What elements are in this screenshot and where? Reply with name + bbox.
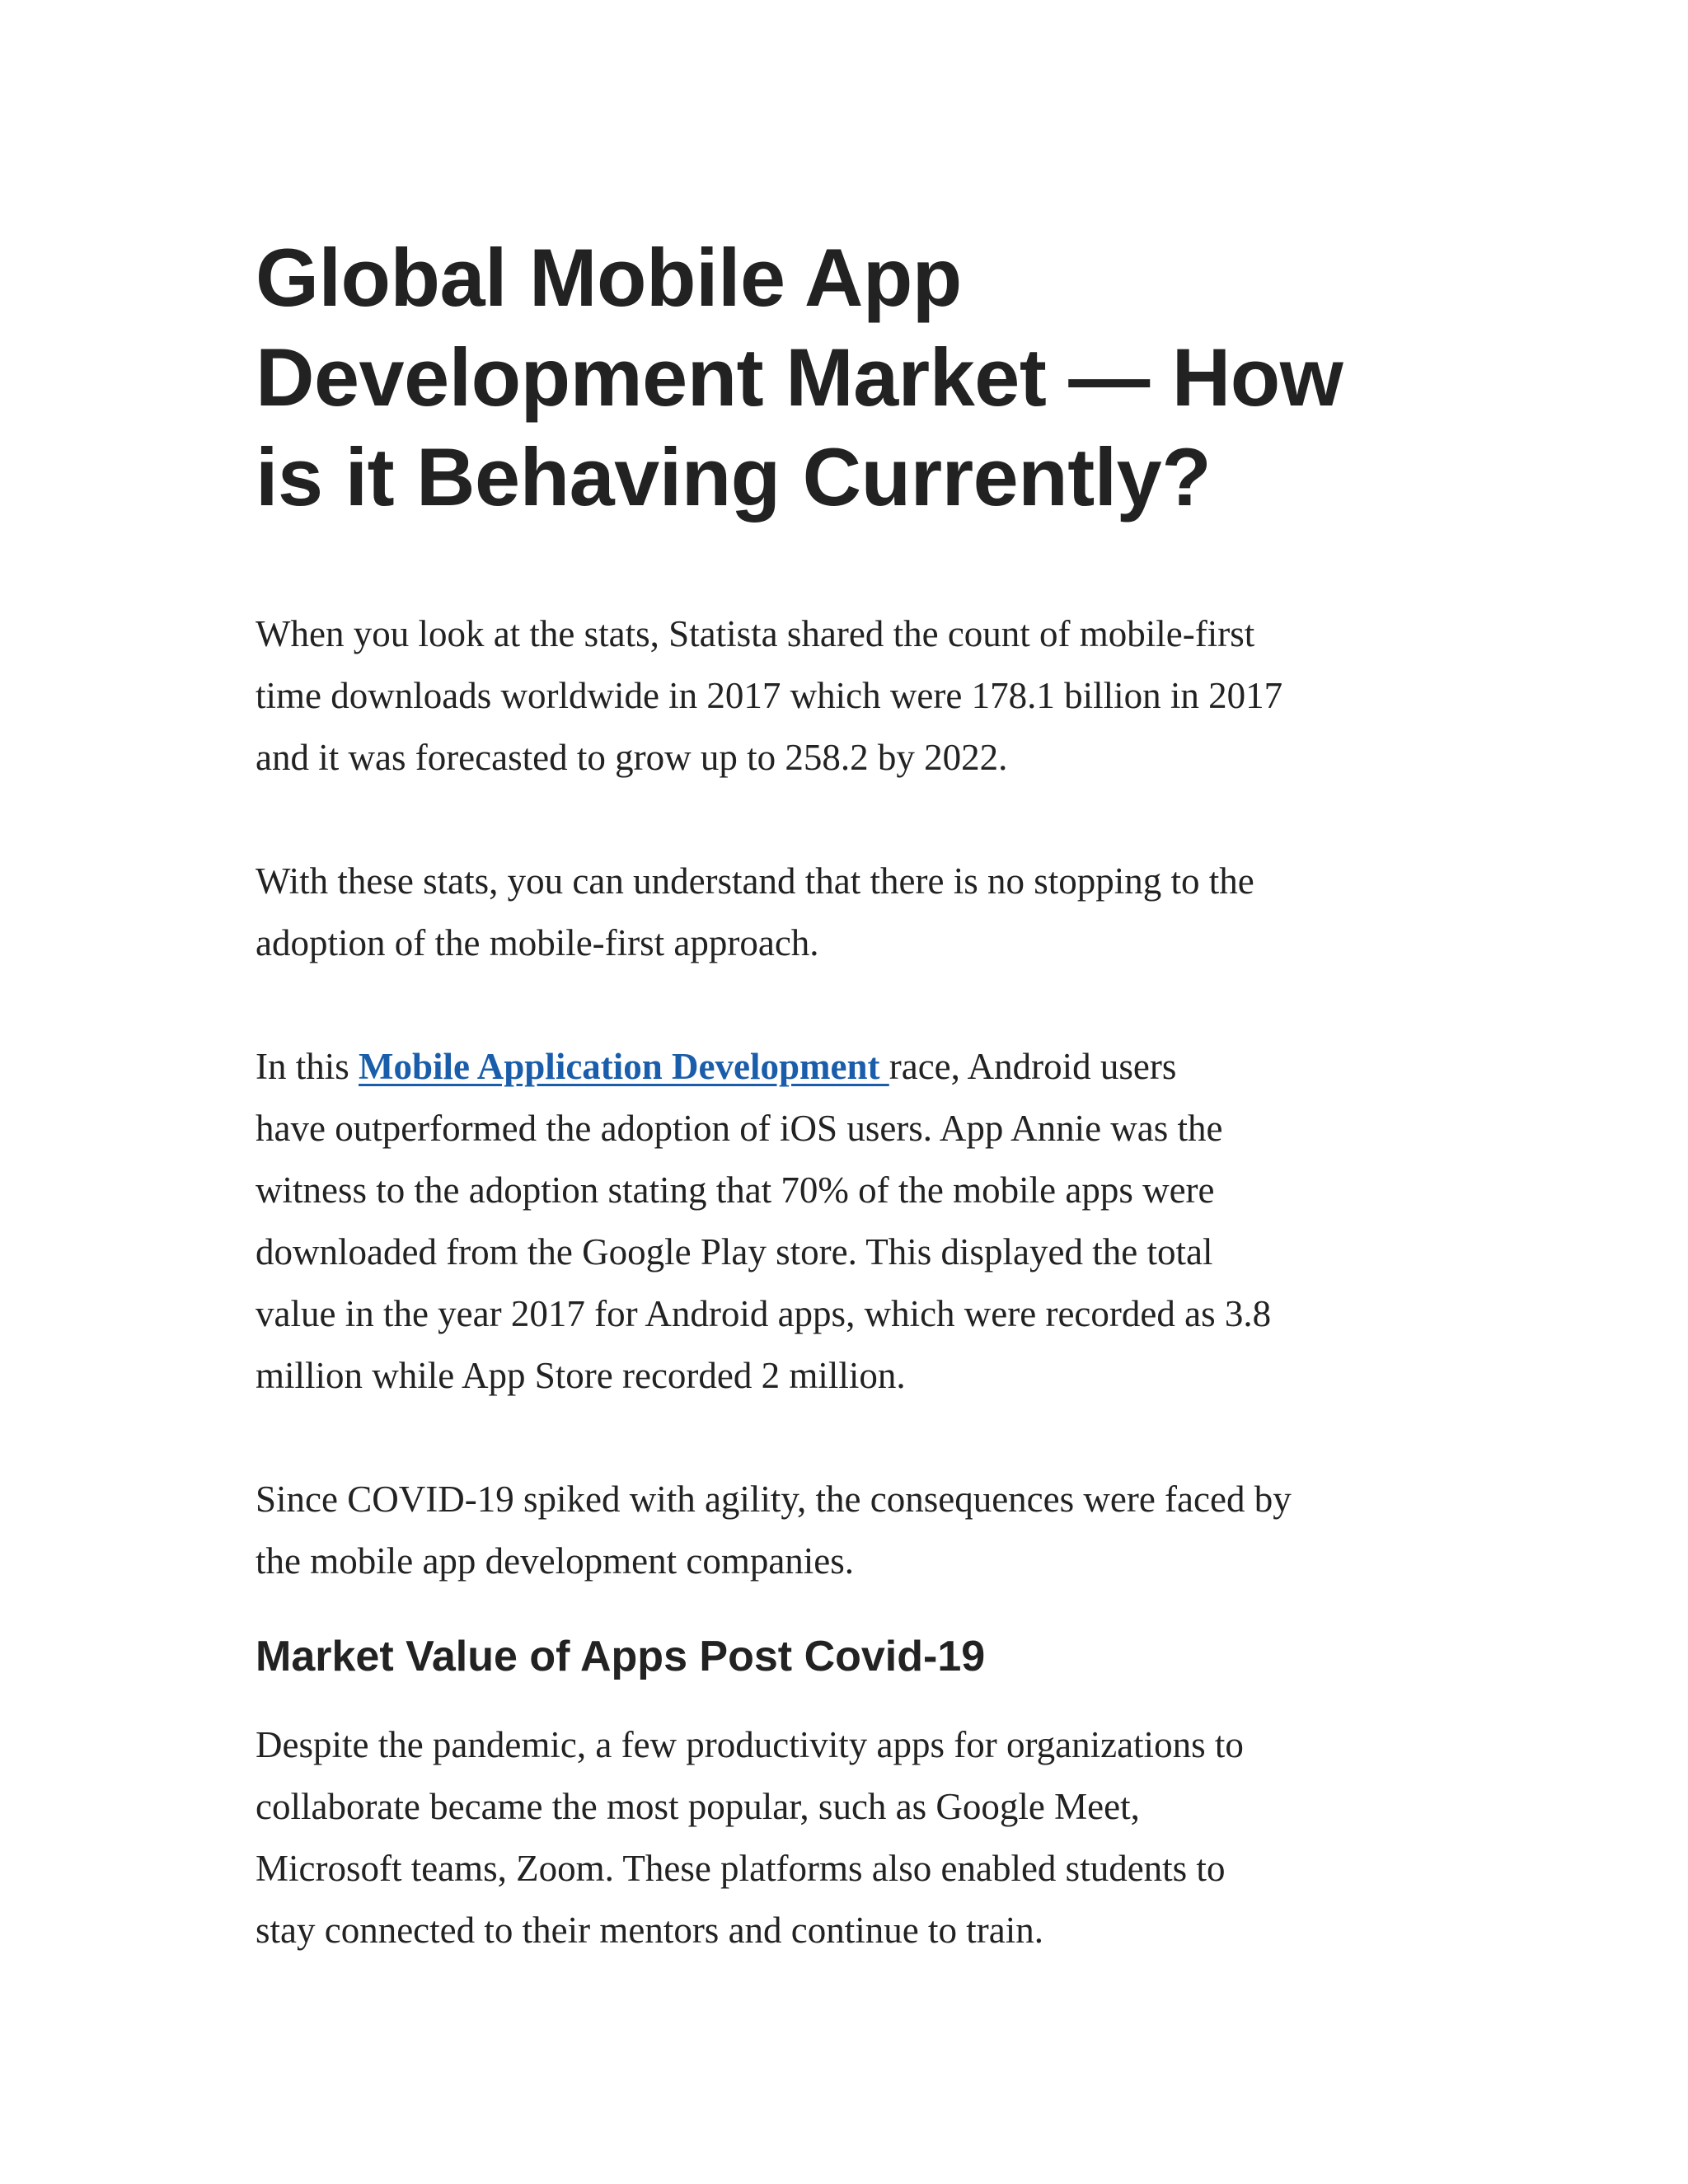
paragraph-line: downloaded from the Google Play store. This displayed the total: [256, 1231, 1213, 1272]
paragraph-line: With these stats, you can understand that there is no stopping to the: [256, 860, 1254, 902]
title-line: is it Behaving Currently?: [256, 431, 1212, 523]
paragraph-line: Microsoft teams, Zoom. These platforms also enabled students to: [256, 1848, 1226, 1889]
paragraph-line: have outperformed the adoption of iOS users. App Annie was the: [256, 1108, 1223, 1149]
section-heading: Market Value of Apps Post Covid-19: [256, 1633, 986, 1680]
article-title: [256, 227, 1442, 527]
paragraph-statista-stats: [256, 603, 1442, 789]
paragraph-line: collaborate became the most popular, such as Google Meet,: [256, 1786, 1140, 1827]
title-line: Global Mobile App: [256, 232, 962, 323]
title-line: Development Market — How: [256, 331, 1343, 423]
paragraph-after-link-text: race, Android users: [889, 1046, 1177, 1087]
paragraph-line: stay connected to their mentors and continue to train.: [256, 1910, 1043, 1951]
paragraph-line: time downloads worldwide in 2017 which were 178.1 billion in 2017: [256, 675, 1283, 716]
paragraph-covid-impact: [256, 1469, 1442, 1592]
paragraph-line: Despite the pandemic, a few productivity apps for organizations to: [256, 1724, 1244, 1765]
paragraph-lead-text: In this: [256, 1046, 359, 1087]
paragraph-productivity-apps: [256, 1714, 1442, 1961]
paragraph-line: [256, 1036, 1442, 1098]
paragraph-line: When you look at the stats, Statista shared the count of mobile-first: [256, 613, 1255, 654]
paragraph-mobile-first: [256, 851, 1442, 974]
paragraph-line: Since COVID-19 spiked with agility, the consequences were faced by: [256, 1479, 1292, 1520]
paragraph-line: adoption of the mobile-first approach.: [256, 922, 819, 963]
paragraph-line: the mobile app development companies.: [256, 1540, 855, 1582]
paragraph-line: value in the year 2017 for Android apps, which were recorded as 3.8: [256, 1293, 1272, 1334]
article: [256, 227, 1442, 1961]
paragraph-line: and it was forecasted to grow up to 258.2 by 2022.: [256, 737, 1008, 778]
paragraph-line: witness to the adoption stating that 70% of the mobile apps were: [256, 1169, 1215, 1211]
paragraph-android-vs-ios: [256, 1036, 1442, 1407]
mobile-app-development-link[interactable]: Mobile Application Development: [359, 1046, 889, 1087]
paragraph-line: million while App Store recorded 2 million.: [256, 1355, 906, 1396]
